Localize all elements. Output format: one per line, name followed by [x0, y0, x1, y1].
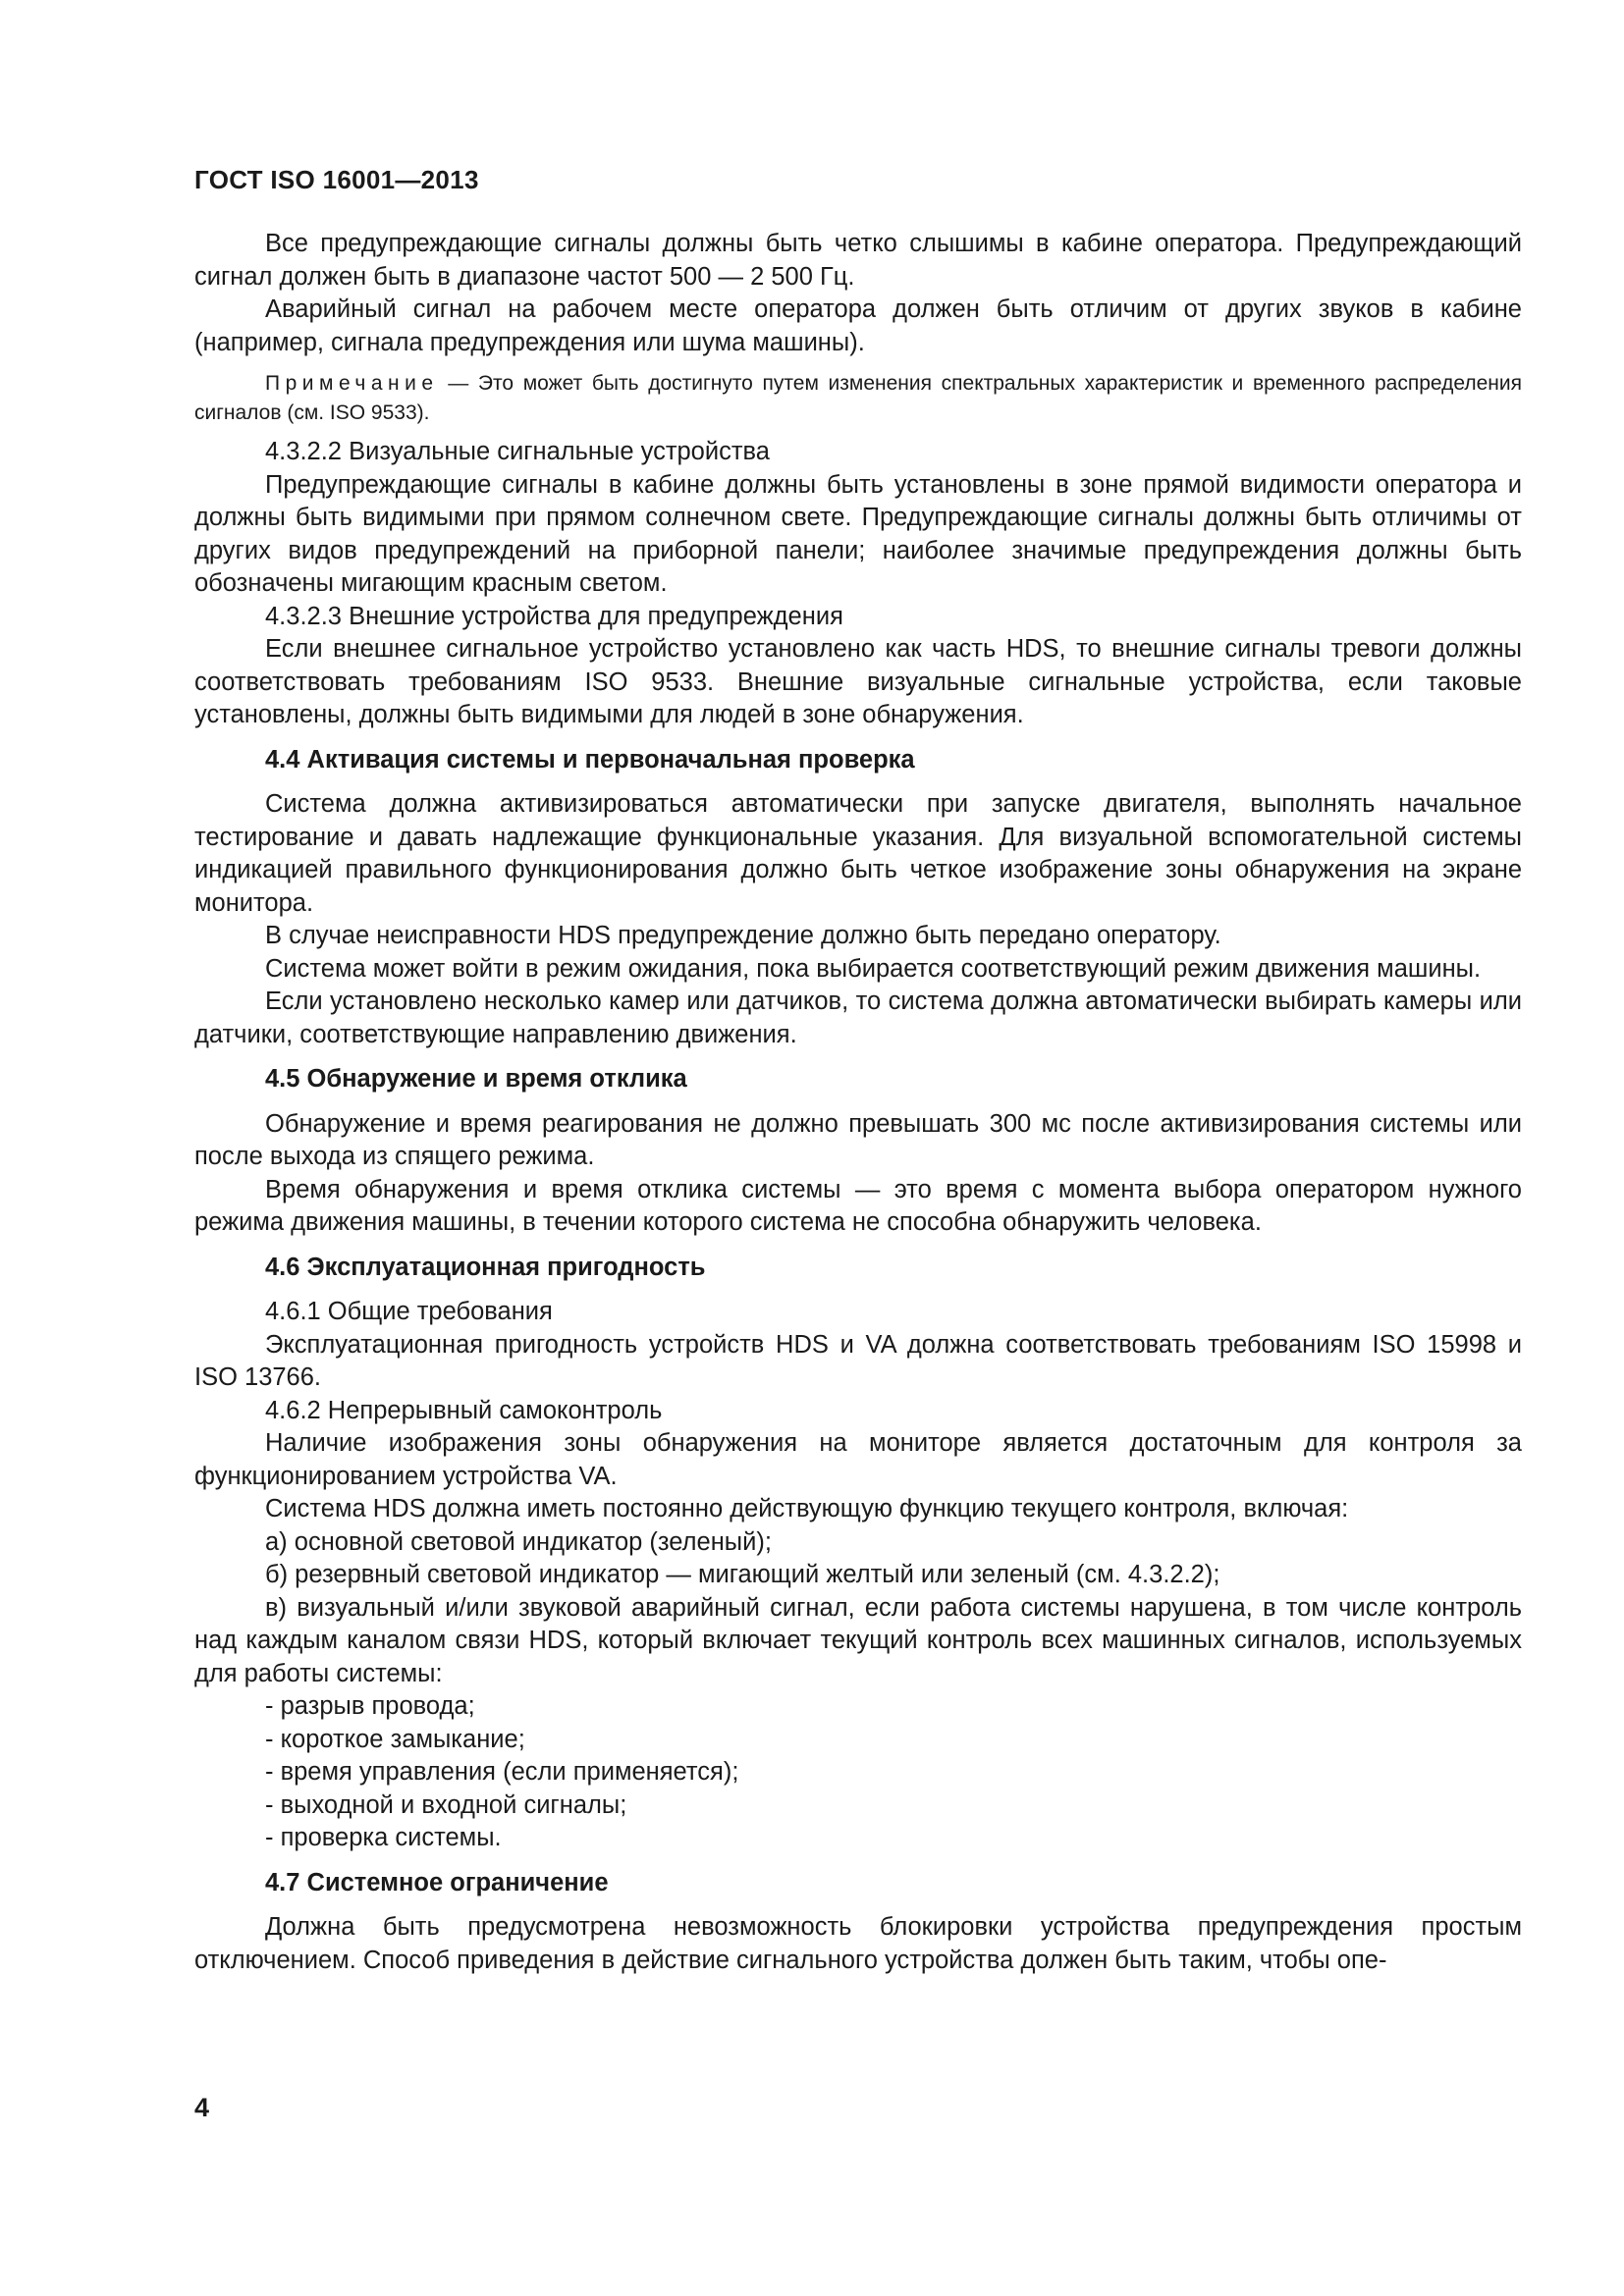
- dash-item: - разрыв провода;: [265, 1692, 475, 1720]
- paragraph: Система может войти в режим ожидания, пока выбирается соответствующий режим движения машины.: [265, 954, 1482, 983]
- paragraph: Если установлено несколько камер или датчиков, то система должна автоматически выбирать камеры или датчики, соответствующие направлению движения.: [194, 988, 1522, 1048]
- paragraph: Все предупреждающие сигналы должны быть четко слышимы в кабине оператора. Предупреждающий сигнал должен быть в диапазоне частот 500 — 2 500 Гц.: [194, 230, 1522, 291]
- section-heading: 4.5 Обнаружение и время отклика: [265, 1065, 687, 1093]
- paragraph: Наличие изображения зоны обнаружения на мониторе является достаточным для контроля за функционированием устройства VA.: [194, 1429, 1522, 1490]
- paragraph: Обнаружение и время реагирования не должно превышать 300 мс после активизирования системы или после выхода из спящего режима.: [194, 1109, 1522, 1170]
- note-label: Примечание: [265, 372, 439, 395]
- paragraph: Система HDS должна иметь постоянно действующую функцию текущего контроля, включая:: [265, 1495, 1349, 1522]
- subsection-title: 4.6.2 Непрерывный самоконтроль: [265, 1396, 663, 1424]
- page-number: 4: [194, 2093, 210, 2122]
- document-body: [194, 228, 1522, 1977]
- list-item: а) основной световой индикатор (зеленый);: [265, 1527, 772, 1556]
- dash-item: - короткое замыкание;: [265, 1725, 525, 1753]
- list-item: в) визуальный и/или звуковой аварийный сигнал, если работа системы нарушена, в том числе контроль над каждым каналом связи HDS, который включает текущий контроль всех машинных сигналов, используемых для работы системы:: [194, 1593, 1522, 1687]
- section-heading: 4.6 Эксплуатационная пригодность: [265, 1253, 706, 1281]
- paragraph: Аварийный сигнал на рабочем месте оператора должен быть отличим от других звуков в кабине (например, сигнала предупреждения или шума машины).: [194, 295, 1522, 356]
- section-heading: 4.4 Активация системы и первоначальная проверка: [265, 745, 915, 774]
- dash-item: - время управления (если применяется);: [265, 1758, 739, 1786]
- paragraph: Если внешнее сигнальное устройство установлено как часть HDS, то внешние сигналы тревоги должны соответствовать требованиям ISO 9533. Внешние визуальные сигнальные устройства, если таковые установлены, должны быть видимыми для людей в зоне обнаружения.: [194, 635, 1522, 728]
- subsection-title: 4.3.2.3 Внешние устройства для предупреждения: [265, 602, 843, 630]
- paragraph: Предупреждающие сигналы в кабине должны быть установлены в зоне прямой видимости оператора и должны быть видимыми при прямом солнечном свете. Предупреждающие сигналы должны быть отличимы от других видов предупреждений на приборной панели; наиболее значимые предупреждения должны быть обозначены мигающим красным светом.: [194, 470, 1522, 597]
- paragraph: Эксплуатационная пригодность устройств HDS и VA должна соответствовать требованиям ISO 15998 и ISO 13766.: [194, 1330, 1522, 1391]
- paragraph: Система должна активизироваться автоматически при запуске двигателя, выполнять начальное тестирование и давать надлежащие функциональные указания. Для визуальной вспомогательной системы индикацией правильного функционирования должно быть четкое изображение зоны обнаружения на экране монитора.: [194, 790, 1522, 917]
- list-item: б) резервный световой индикатор — мигающий желтый или зеленый (см. 4.3.2.2);: [265, 1561, 1220, 1588]
- paragraph: Время обнаружения и время отклика системы — это время с момента выбора оператором нужного режима движения машины, в течении которого система не способна обнаружить человека.: [194, 1175, 1522, 1236]
- paragraph: В случае неисправности HDS предупреждение должно быть передано оператору.: [265, 922, 1221, 949]
- dash-item: - проверка системы.: [265, 1824, 502, 1851]
- section-heading: 4.7 Системное ограничение: [265, 1868, 609, 1896]
- paragraph: Должна быть предусмотрена невозможность блокировки устройства предупреждения простым отключением. Способ приведения в действие сигнального устройства должен быть таким, чтобы опе-: [194, 1913, 1522, 1974]
- subsection-title: 4.6.1 Общие требования: [265, 1298, 553, 1325]
- subsection-title: 4.3.2.2 Визуальные сигнальные устройства: [265, 438, 770, 465]
- document-header: ГОСТ ISO 16001—2013: [194, 165, 479, 194]
- note-text: — Это может быть достигнуто путем изменения спектральных характеристик и временного распределения сигналов (см. ISO 9533).: [194, 372, 1522, 424]
- note: [194, 369, 1522, 428]
- dash-item: - выходной и входной сигналы;: [265, 1790, 627, 1819]
